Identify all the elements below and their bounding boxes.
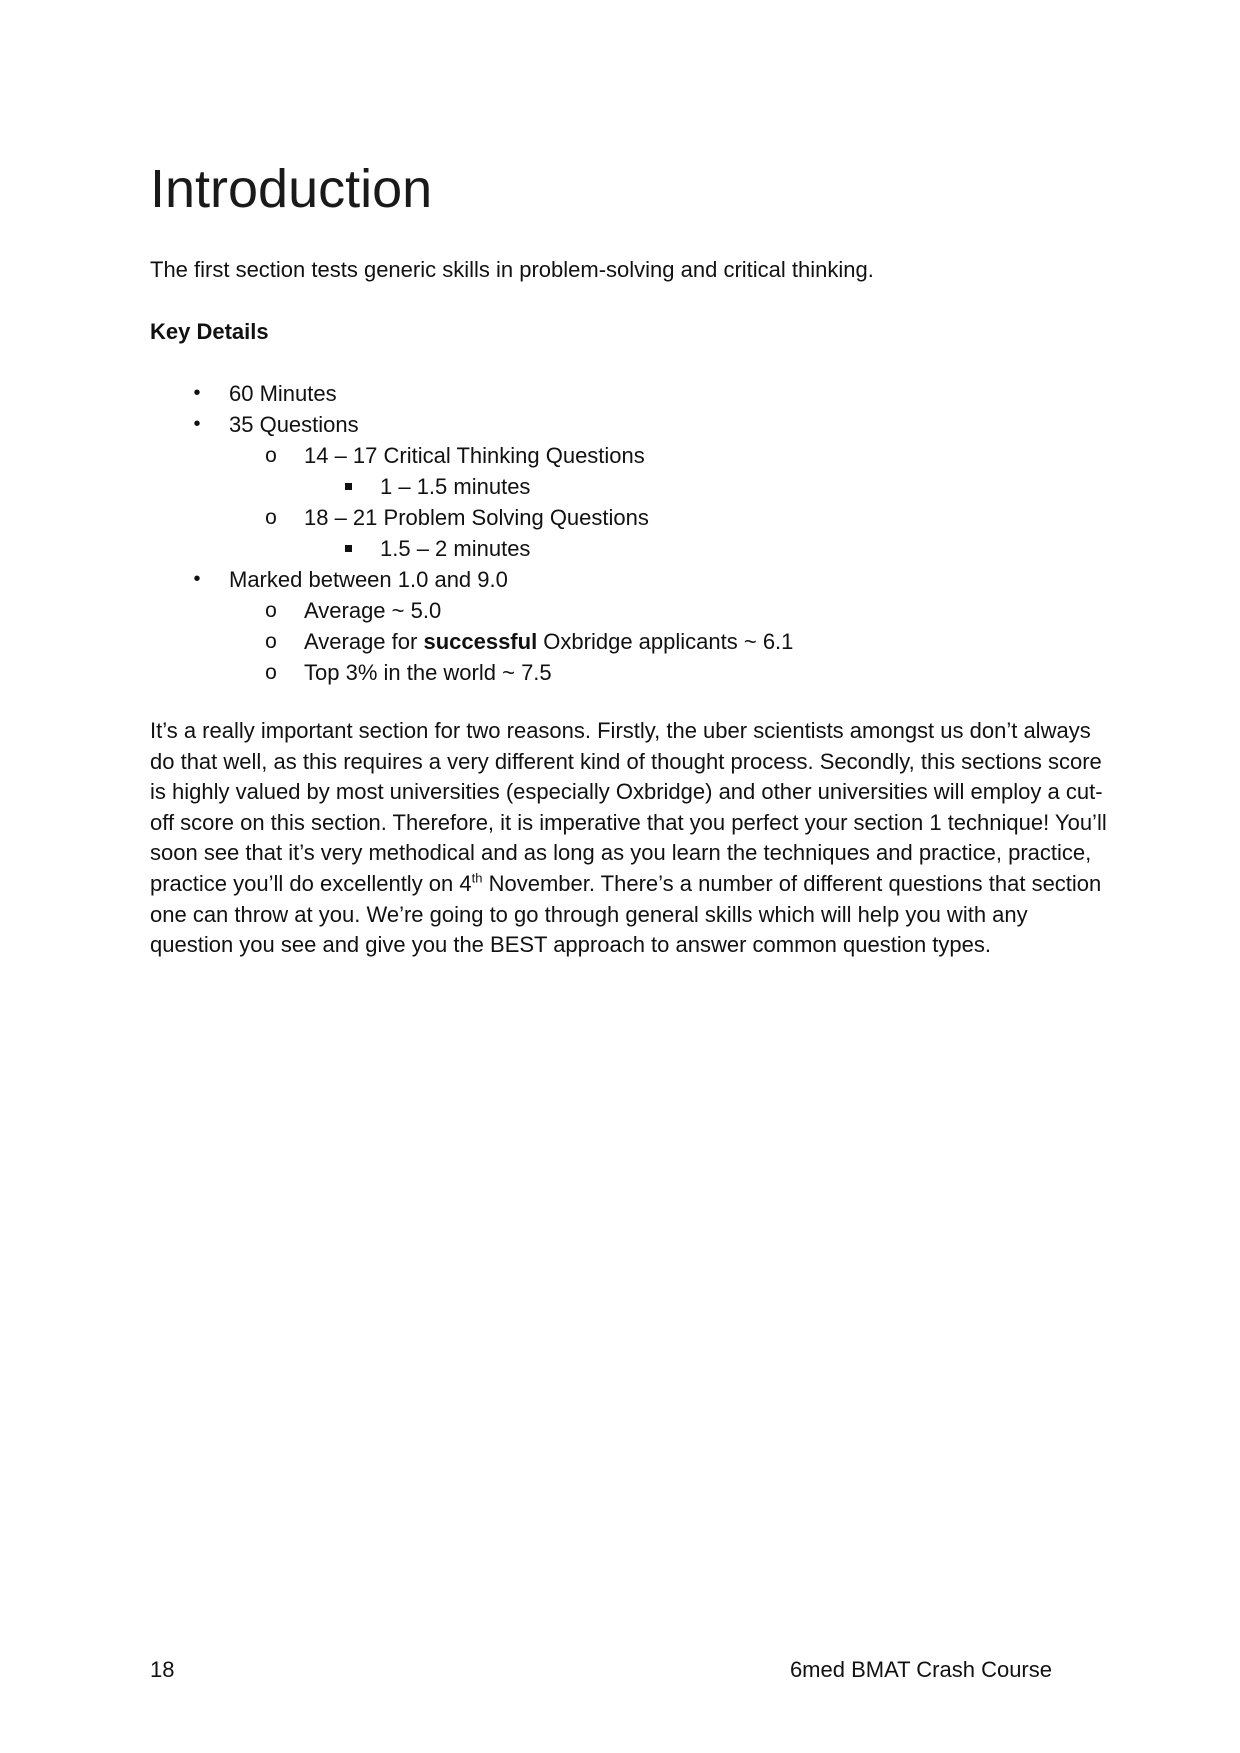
bullet-icon: • bbox=[193, 568, 201, 590]
intro-paragraph: The first section tests generic skills in problem-solving and critical thinking. bbox=[150, 257, 874, 282]
page-number: 18 bbox=[150, 1657, 175, 1682]
key-details-heading: Key Details bbox=[150, 319, 269, 344]
circle-bullet-icon: o bbox=[265, 444, 277, 467]
text-run: Oxbridge applicants ~ 6.1 bbox=[537, 629, 794, 654]
text-run: Average for bbox=[304, 629, 424, 654]
list-item-problem-solving-time bbox=[150, 533, 1150, 564]
list-item-text: Average ~ 5.0 bbox=[304, 598, 442, 623]
page-title: Introduction bbox=[150, 159, 433, 219]
square-bullet-icon bbox=[338, 533, 358, 564]
text-run: It’s a really important section for two reasons. Firstly, the uber scientists amongst us don’t always do that well, as this requires a very different kind of thought process. Secondly, this sections score is highly valued by most universities (especially Oxbridge) and other universities will employ a cut-off score on this section. Therefore, it is imperative that you perfect your section 1 technique! You’ll soon see that it’s very methodical and as long as you learn the techniques and practice, practice, practice you’ll do excellently on 4 bbox=[150, 718, 1107, 896]
list-item-critical-thinking-time bbox=[150, 471, 1150, 502]
list-item-text: 35 Questions bbox=[229, 412, 359, 437]
list-item-text: 1 – 1.5 minutes bbox=[380, 474, 531, 499]
text-run: November. There’s a number of different questions that section one can throw at you. We’re going to go through general skills which will help you with any question you see and give you the BEST approach to answer common question types. bbox=[150, 870, 1102, 958]
circle-bullet-icon: o bbox=[265, 630, 277, 653]
list-item-text: 14 – 17 Critical Thinking Questions bbox=[304, 443, 645, 468]
circle-bullet-icon: o bbox=[265, 661, 277, 684]
list-item-text: 18 – 21 Problem Solving Questions bbox=[304, 505, 649, 530]
bullet-icon: • bbox=[193, 413, 201, 435]
list-item-top-percent bbox=[150, 657, 1150, 688]
emphasis-text: successful bbox=[423, 629, 538, 654]
body-paragraph bbox=[150, 716, 1110, 961]
circle-bullet-icon: o bbox=[265, 599, 277, 622]
list-item-text: 1.5 – 2 minutes bbox=[380, 536, 531, 561]
list-item-marked bbox=[150, 564, 1150, 595]
circle-bullet-icon: o bbox=[265, 506, 277, 529]
list-item-oxbridge-average bbox=[150, 626, 1150, 657]
list-item-text: Marked between 1.0 and 9.0 bbox=[229, 567, 508, 592]
footer-course-title: 6med BMAT Crash Course bbox=[789, 1657, 1052, 1682]
list-item-average bbox=[150, 595, 1150, 626]
key-details-list bbox=[150, 378, 1150, 688]
list-item-text: 60 Minutes bbox=[229, 381, 337, 406]
bullet-icon: • bbox=[193, 382, 201, 404]
list-item-minutes bbox=[150, 378, 1150, 409]
list-item-text bbox=[304, 626, 793, 657]
list-item-problem-solving bbox=[150, 502, 1150, 533]
list-item-questions bbox=[150, 409, 1150, 440]
ordinal-suffix: th bbox=[471, 870, 483, 886]
square-bullet-icon bbox=[338, 471, 358, 502]
list-item-text: Top 3% in the world ~ 7.5 bbox=[304, 660, 552, 685]
list-item-critical-thinking bbox=[150, 440, 1150, 471]
